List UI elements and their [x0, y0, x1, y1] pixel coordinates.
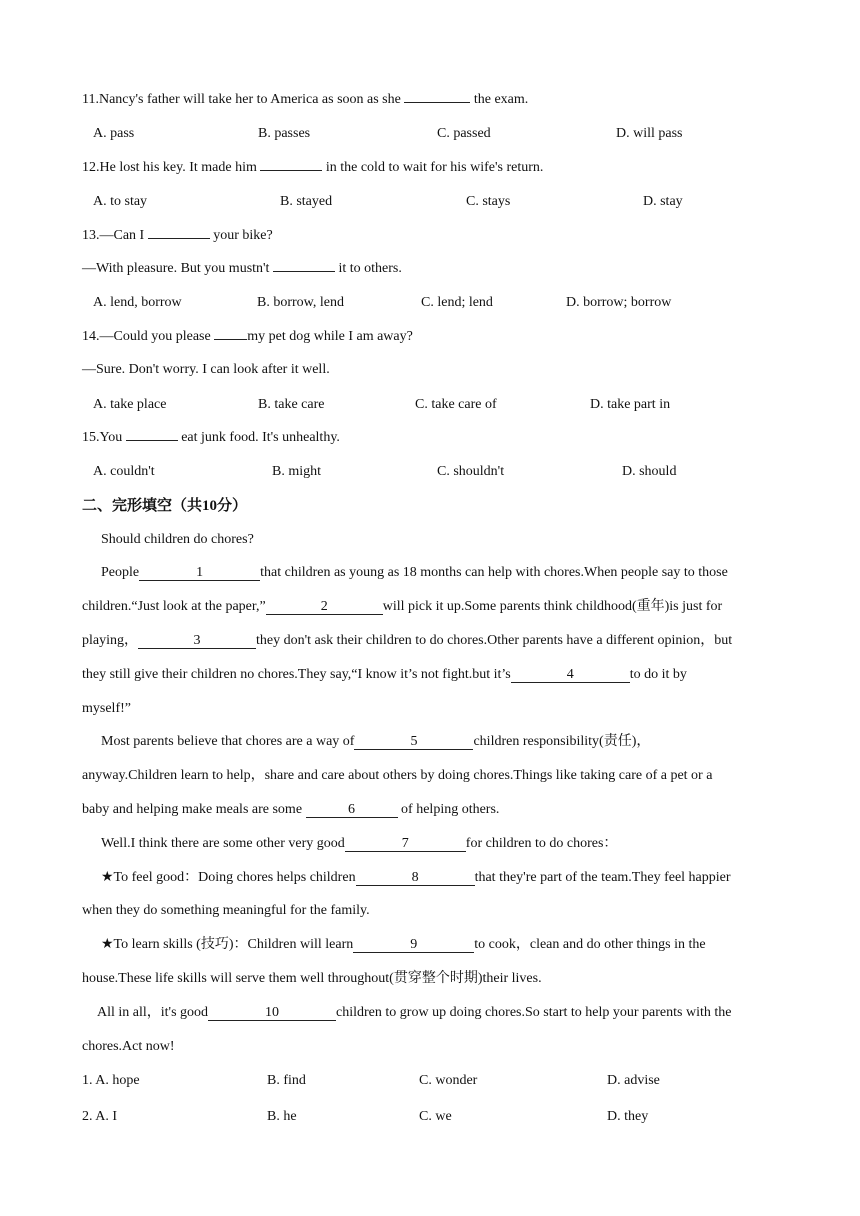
- question-15: 15.You eat junk food. It's unhealthy.: [82, 430, 340, 445]
- cloze-blank[interactable]: 9: [353, 937, 474, 953]
- passage-line: house.These life skills will serve them well throughout(贯穿整个时期)their lives.: [82, 971, 542, 986]
- option-c[interactable]: C. passed: [437, 126, 491, 141]
- option-b[interactable]: B. stayed: [280, 194, 333, 209]
- option-d[interactable]: D. take part in: [590, 397, 671, 412]
- cloze-blank[interactable]: 6: [306, 802, 398, 818]
- option-c[interactable]: C. we: [419, 1109, 452, 1124]
- option-a[interactable]: 2. A. I: [82, 1109, 117, 1124]
- question-14-line-2: —Sure. Don't worry. I can look after it well.: [82, 362, 330, 377]
- question-11: 11.Nancy's father will take her to America as soon as she the exam.: [82, 92, 529, 107]
- cloze-blank[interactable]: 3: [138, 633, 256, 649]
- option-c[interactable]: C. stays: [466, 194, 511, 209]
- option-a[interactable]: A. pass: [93, 126, 135, 141]
- answer-blank[interactable]: [273, 271, 335, 272]
- option-c[interactable]: C. take care of: [415, 397, 497, 412]
- option-b[interactable]: B. he: [267, 1109, 297, 1124]
- passage-line: they still give their children no chores.They say,“I know it’s not fight.but it’s 4 to do it by: [82, 667, 687, 682]
- passage-line: Most parents believe that chores are a way of 5 children responsibility(责任)，: [101, 734, 651, 749]
- option-d[interactable]: D. will pass: [616, 126, 683, 141]
- cloze-blank[interactable]: 1: [139, 565, 260, 581]
- cloze-blank[interactable]: 4: [511, 667, 630, 683]
- answer-blank[interactable]: [214, 339, 247, 340]
- passage-line: All in all，it's good 10 children to grow up doing chores.So start to help your parents with the: [97, 1005, 732, 1020]
- passage-line: myself!”: [82, 701, 131, 716]
- question-12: 12.He lost his key. It made him in the cold to wait for his wife's return.: [82, 160, 544, 175]
- option-a[interactable]: A. couldn't: [93, 464, 155, 479]
- option-d[interactable]: D. should: [622, 464, 677, 479]
- passage-line: anyway.Children learn to help，share and care about others by doing chores.Things like taking care of a pet or a: [82, 768, 713, 783]
- option-c[interactable]: C. shouldn't: [437, 464, 505, 479]
- option-a[interactable]: A. lend, borrow: [93, 295, 182, 310]
- option-b[interactable]: B. passes: [258, 126, 311, 141]
- section-heading: 二、完形填空（共10分）: [82, 496, 248, 514]
- option-d[interactable]: D. borrow; borrow: [566, 295, 672, 310]
- passage-line: People 1 that children as young as 18 months can help with chores.When people say to those: [101, 565, 728, 580]
- option-a[interactable]: A. take place: [93, 397, 167, 412]
- option-a[interactable]: A. to stay: [93, 194, 148, 209]
- passage-title: Should children do chores?: [101, 532, 254, 547]
- option-c[interactable]: C. lend; lend: [421, 295, 493, 310]
- option-a[interactable]: 1. A. hope: [82, 1073, 140, 1088]
- passage-line: ★To learn skills (技巧)：Children will learn 9 to cook，clean and do other things in the: [101, 937, 706, 952]
- passage-line: Well.I think there are some other very good 7 for children to do chores：: [101, 836, 618, 851]
- option-d[interactable]: D. advise: [607, 1073, 660, 1088]
- option-c[interactable]: C. wonder: [419, 1073, 478, 1088]
- passage-line: when they do something meaningful for the family.: [82, 903, 370, 918]
- cloze-blank[interactable]: 8: [356, 870, 475, 886]
- passage-line: chores.Act now!: [82, 1039, 175, 1054]
- answer-blank[interactable]: [148, 238, 210, 239]
- answer-blank[interactable]: [260, 170, 322, 171]
- passage-line: playing， 3 they don't ask their children to do chores.Other parents have a different opinion，but: [82, 633, 733, 648]
- question-13: 13.—Can I your bike?: [82, 228, 273, 243]
- question-14: 14.—Could you please my pet dog while I am away?: [82, 329, 413, 344]
- option-b[interactable]: B. borrow, lend: [257, 295, 344, 310]
- option-d[interactable]: D. they: [607, 1109, 649, 1124]
- cloze-blank[interactable]: 10: [208, 1005, 336, 1021]
- option-b[interactable]: B. find: [267, 1073, 306, 1088]
- option-d[interactable]: D. stay: [643, 194, 683, 209]
- cloze-blank[interactable]: 7: [345, 836, 466, 852]
- option-b[interactable]: B. take care: [258, 397, 325, 412]
- answer-blank[interactable]: [404, 102, 470, 103]
- question-13-line-2: —With pleasure. But you mustn't it to others.: [82, 261, 402, 276]
- answer-blank[interactable]: [126, 440, 178, 441]
- passage-line: baby and helping make meals are some 6 of helping others.: [82, 802, 500, 817]
- option-b[interactable]: B. might: [272, 464, 322, 479]
- passage-line: children.“Just look at the paper,” 2 will pick it up.Some parents think childhood(重年)is just for: [82, 599, 723, 614]
- passage-line: ★To feel good：Doing chores helps children 8 that they're part of the team.They feel happier: [101, 870, 731, 885]
- cloze-blank[interactable]: 2: [266, 599, 383, 615]
- cloze-blank[interactable]: 5: [354, 734, 473, 750]
